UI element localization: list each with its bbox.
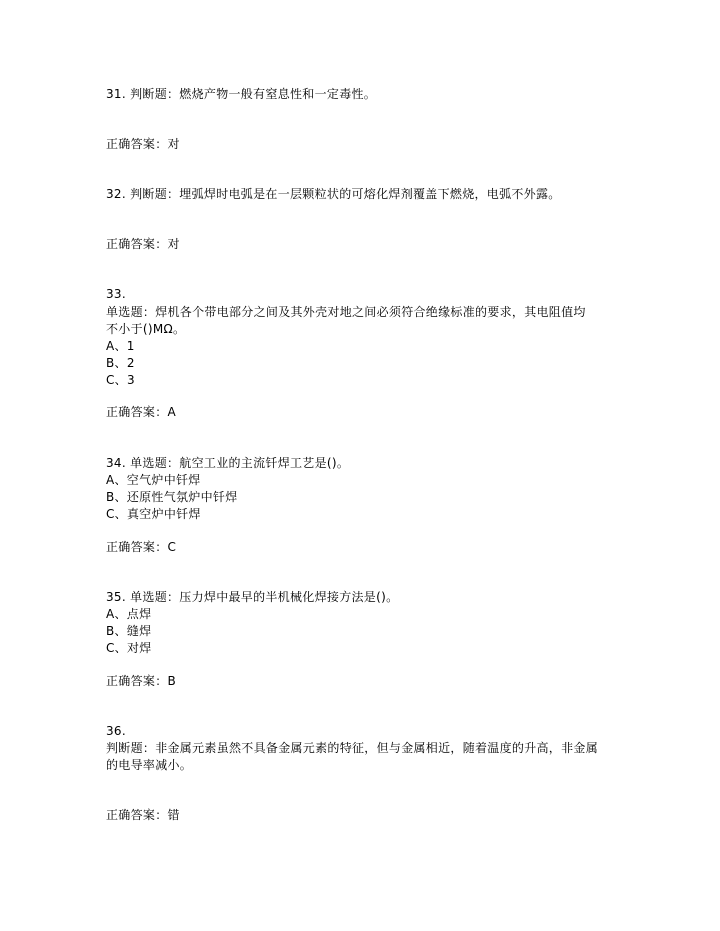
option-c: C、真空炉中钎焊 <box>106 507 201 521</box>
question-text-continued: 的电导率减小。 <box>106 758 193 772</box>
answer-line: 正确答案：错 <box>106 808 180 822</box>
option-b: B、缝焊 <box>106 624 152 638</box>
option-a: A、1 <box>106 339 135 353</box>
option-b: B、还原性气氛炉中钎焊 <box>106 490 238 504</box>
question-text: 35. 单选题：压力焊中最早的半机械化焊接方法是()。 <box>106 590 399 604</box>
question-number: 36. <box>106 724 126 738</box>
option-c: C、对焊 <box>106 641 152 655</box>
question-text: 31. 判断题：燃烧产物一般有窒息性和一定毒性。 <box>106 87 377 101</box>
question-text: 32. 判断题：埋弧焊时电弧是在一层颗粒状的可熔化焊剂覆盖下燃烧，电弧不外露。 <box>106 187 561 201</box>
answer-line: 正确答案：对 <box>106 237 180 251</box>
question-text: 34. 单选题：航空工业的主流钎焊工艺是()。 <box>106 456 350 470</box>
option-a: A、空气炉中钎焊 <box>106 473 201 487</box>
question-text: 判断题：非金属元素虽然不具备金属元素的特征，但与金属相近，随着温度的升高，非金属 <box>106 741 599 755</box>
option-a: A、点焊 <box>106 607 152 621</box>
question-number: 33. <box>106 287 126 301</box>
answer-line: 正确答案：B <box>106 674 177 688</box>
answer-line: 正确答案：A <box>106 405 177 419</box>
answer-line: 正确答案：C <box>106 540 177 554</box>
question-text: 单选题：焊机各个带电部分之间及其外壳对地之间必须符合绝缘标准的要求，其电阻值均 <box>106 305 586 319</box>
question-text-continued: 不小于()MΩ。 <box>106 322 186 336</box>
option-b: B、2 <box>106 356 135 370</box>
answer-line: 正确答案：对 <box>106 137 180 151</box>
option-c: C、3 <box>106 373 135 387</box>
